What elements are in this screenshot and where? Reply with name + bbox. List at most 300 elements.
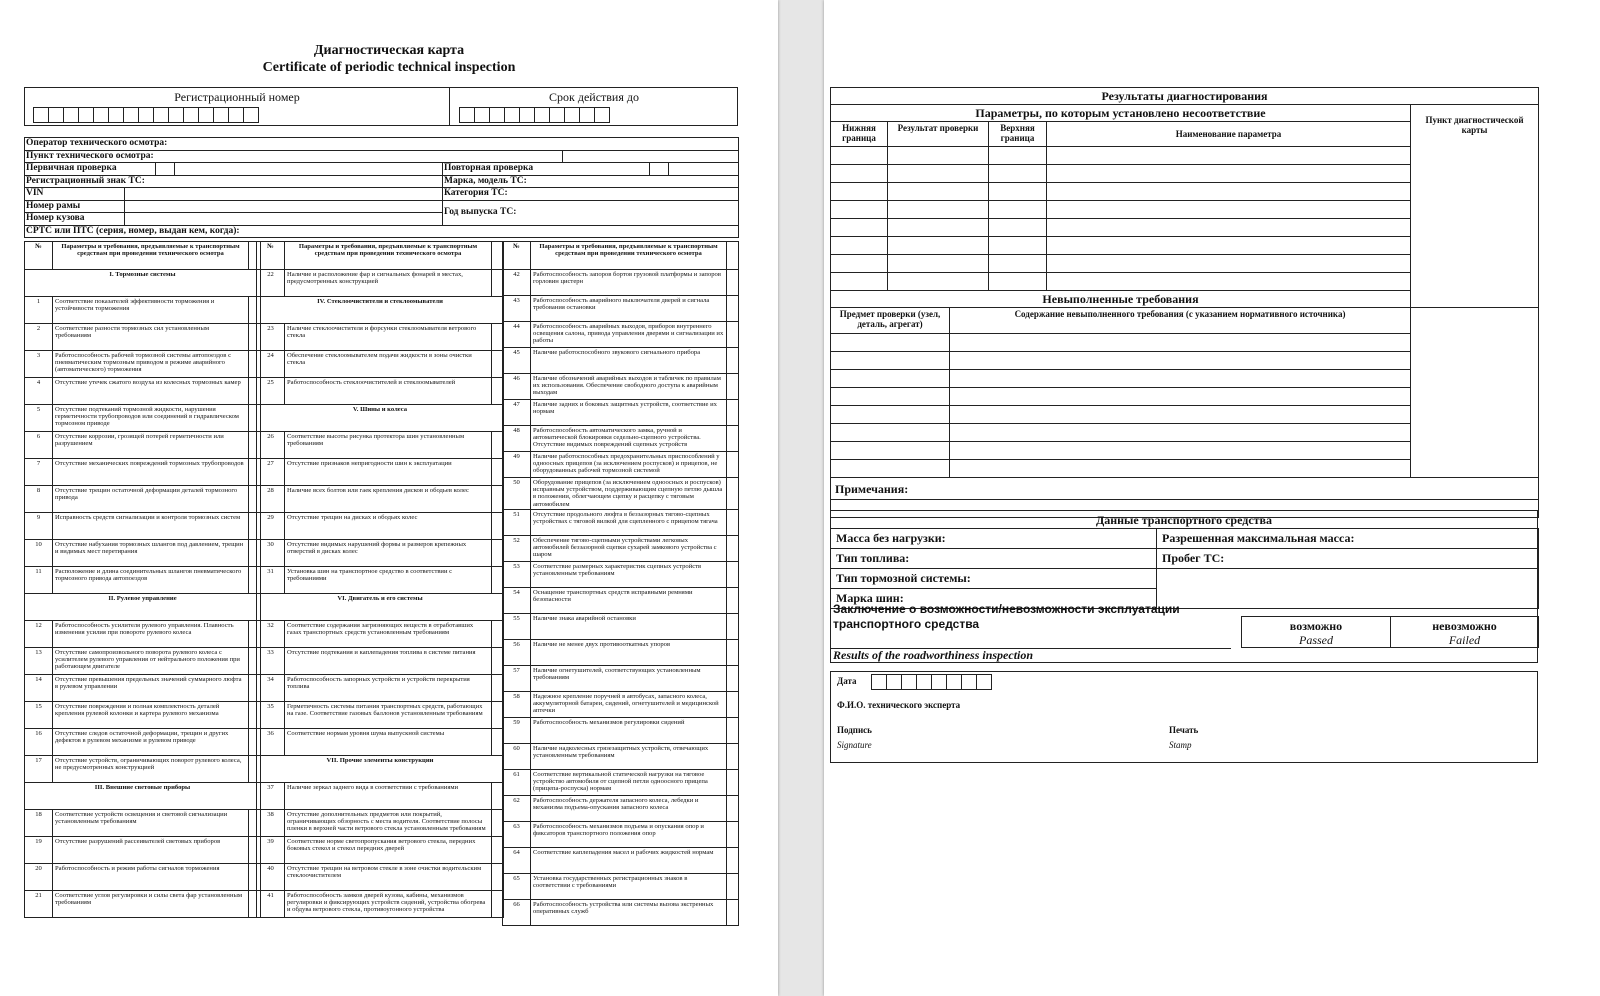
item-text: Наличие работоспособных предохранительных приспособлений у одноосных прицепов (за исключением роспусков) и прицепов, не оборудованных рабочей тормозной системой (531, 452, 727, 478)
item-number: 58 (503, 691, 531, 717)
item-number: 29 (257, 513, 285, 540)
item-number: 17 (25, 756, 53, 783)
section-heading: VI. Двигатель и его системы (257, 594, 504, 621)
point-label: Пункт технического осмотра: (25, 150, 563, 163)
param-row (257, 621, 504, 648)
section-heading: V. Шины и колеса (257, 405, 504, 432)
item-number: 65 (503, 873, 531, 899)
item-text: Работоспособность автоматического замка, ручной и автоматической блокировки седельно-сцепного устройства. Отсутствие видимых повреждений сцепных устройств (531, 426, 727, 452)
param-row (257, 459, 504, 486)
item-number: 41 (257, 891, 285, 918)
item-text: Отсутствие видимых нарушений формы и размеров крепежных отверстий в дисках колес (285, 540, 492, 567)
item-mark-cell[interactable] (727, 509, 739, 535)
item-number: 28 (257, 486, 285, 513)
item-text: Наличие стеклоочистителя и форсунки стеклоомывателя ветрового стекла (285, 324, 492, 351)
item-text: Работоспособность механизмов регулировки сидений (531, 717, 727, 743)
item-number: 10 (25, 540, 53, 567)
item-text: Работоспособность усилителя рулевого управления. Плавность изменения усилия при повороте рулевого колеса (53, 621, 249, 648)
item-number: 34 (257, 675, 285, 702)
item-text: Обеспечение стеклоомывателем подачи жидкости в зоны очистки стекла (285, 351, 492, 378)
item-text: Соответствие показателей эффективности торможения и устойчивости торможения (53, 297, 249, 324)
item-number: 19 (25, 837, 53, 864)
notes-label: Примечания: (831, 478, 1539, 500)
item-number: 56 (503, 639, 531, 665)
section-heading: III. Внешние световые приборы (25, 783, 261, 810)
item-text: Отсутствие повреждения и полная комплектность деталей крепления рулевой колонки и картера рулевого механизма (53, 702, 249, 729)
param-row (25, 891, 261, 918)
item-mark-cell[interactable] (727, 270, 739, 296)
make-model-label: Марка, модель ТС: (443, 175, 739, 188)
failed-en: Failed (1448, 633, 1481, 647)
param-row (503, 769, 739, 795)
item-text: Отсутствие превышения предельных значений суммарного люфта в рулевом управлении (53, 675, 249, 702)
mass-empty-label: Масса без нагрузки: (831, 529, 1157, 549)
param-row (257, 324, 504, 351)
signature-en-label: Signature (837, 740, 872, 750)
section-heading: II. Рулевое управление (25, 594, 261, 621)
item-text: Соответствие углов регулировки и силы света фар установленным требованиям (53, 891, 249, 918)
param-row (257, 675, 504, 702)
item-number: 22 (257, 270, 285, 297)
category-label: Категория ТС: (443, 188, 739, 201)
reg-number-cells[interactable] (33, 107, 258, 123)
passed-ru: возможно (1289, 619, 1343, 633)
item-number: 52 (503, 535, 531, 561)
item-number: 47 (503, 400, 531, 426)
vehicle-data-box (830, 510, 1538, 663)
item-text: Работоспособность аварийных выходов, приборов внутреннего освещения салона, привода управления дверями и сигнализации их работы (531, 322, 727, 348)
param-row (503, 873, 739, 899)
item-text: Работоспособность устройства или системы вызова экстренных оперативных служб (531, 899, 727, 925)
item-text: Отсутствие устройств, ограничивающих поворот рулевого колеса, не предусмотренных конструкцией (53, 756, 249, 783)
param-row (503, 478, 739, 510)
signature-ru-label: Подпись (837, 725, 872, 735)
param-row (257, 540, 504, 567)
param-row (25, 756, 261, 783)
param-row (25, 810, 261, 837)
results-en-label: Results of the roadworthiness inspection (833, 648, 1034, 662)
param-row (503, 426, 739, 452)
passed-en: Passed (1299, 633, 1333, 647)
param-row (257, 810, 504, 837)
item-number: 64 (503, 847, 531, 873)
item-number: 50 (503, 478, 531, 510)
item-mark-cell[interactable] (727, 561, 739, 587)
item-number: 2 (25, 324, 53, 351)
item-number: 30 (257, 540, 285, 567)
item-text: Отсутствие самопроизвольного поворота рулевого колеса с усилителем рулевого управления от нейтрального положения при работающем двигателе (53, 648, 249, 675)
item-text: Работоспособность стеклоочистителей и стеклоомывателей (285, 378, 492, 405)
param-row (503, 665, 739, 691)
item-text: Соответствие вертикальной статической нагрузки на тяговое устройство автомобиля от сцепной петли одноосного прицепа (прицепа-роспуска) нормам (531, 769, 727, 795)
item-mark-cell[interactable] (727, 717, 739, 743)
frame-label: Номер рамы (25, 200, 125, 213)
section-heading: I. Тормозные системы (25, 270, 261, 297)
item-number: 21 (25, 891, 53, 918)
item-number: 6 (25, 432, 53, 459)
item-mark-cell[interactable] (727, 400, 739, 426)
item-mark-cell[interactable] (727, 296, 739, 322)
item-number: 53 (503, 561, 531, 587)
item-text: Отсутствие набухания тормозных шлангов под давлением, трещин и видимых мест перетирания (53, 540, 249, 567)
failed-box[interactable] (1390, 616, 1539, 648)
param-row (503, 613, 739, 639)
param-row (503, 691, 739, 717)
param-row (257, 729, 504, 756)
item-number: 1 (25, 297, 53, 324)
param-row (503, 348, 739, 374)
header-params: Параметры и требования, предъявляемые к транспортным средствам при проведении технического осмотра (53, 242, 249, 270)
repeat-check-label: Повторная проверка (444, 163, 534, 174)
item-number: 15 (25, 702, 53, 729)
param-row (257, 432, 504, 459)
param-row (257, 702, 504, 729)
item-number: 46 (503, 374, 531, 400)
param-row (503, 821, 739, 847)
param-row (503, 899, 739, 925)
header-num: № (25, 242, 53, 270)
col-content: Содержание невыполненного требования (с указанием нормативного источника) (950, 308, 1411, 334)
item-text: Отсутствие трещин на дисках и ободьях колес (285, 513, 492, 540)
item-text: Отсутствие подтеканий тормозной жидкости, нарушения герметичности трубопроводов или соединений в гидравлическом тормозном приводе (53, 405, 249, 432)
param-row (503, 322, 739, 348)
param-row (25, 648, 261, 675)
item-text: Наличие зеркал заднего вида в соответствии с требованиями (285, 783, 492, 810)
item-text: Отсутствие механических повреждений тормозных трубопроводов (53, 459, 249, 486)
item-number: 57 (503, 665, 531, 691)
param-row (25, 513, 261, 540)
item-text: Отсутствие трещин на ветровом стекле в зоне очистки водительским стеклоочистителем (285, 864, 492, 891)
item-number: 14 (25, 675, 53, 702)
item-text: Отсутствие утечек сжатого воздуха из колесных тормозных камер (53, 378, 249, 405)
section-heading: IV. Стеклоочистители и стеклоомыватели (257, 297, 504, 324)
inspection-point-col: Пункт диагностической карты (1411, 105, 1539, 308)
item-text: Соответствие каплепадения масел и рабочих жидкостей нормам (531, 847, 727, 873)
item-number: 38 (257, 810, 285, 837)
item-number: 7 (25, 459, 53, 486)
item-text: Отсутствие признаков непригодности шин к эксплуатации (285, 459, 492, 486)
item-text: Наличие всех болтов или гаек крепления дисков и ободьев колес (285, 486, 492, 513)
srts-label: СРТС или ПТС (серия, номер, выдан кем, когда): (25, 225, 739, 238)
param-row (257, 486, 504, 513)
item-text: Соответствие разности тормозных сил установленным требованиям (53, 324, 249, 351)
param-row (25, 837, 261, 864)
item-mark-cell[interactable] (727, 587, 739, 613)
item-text: Соответствие нормам уровня шума выпускной системы (285, 729, 492, 756)
item-number: 8 (25, 486, 53, 513)
item-text: Наличие работоспособного звукового сигнального прибора (531, 348, 727, 374)
header-params: Параметры и требования, предъявляемые к транспортным средствам при проведении технического осмотра (531, 242, 727, 270)
item-text: Работоспособность механизмов подъема и опускания опор и фиксаторов транспортного положения опор (531, 821, 727, 847)
vehicle-data-title: Данные транспортного средства (1095, 513, 1273, 527)
col-subject: Предмет проверки (узел, деталь, агрегат) (831, 308, 950, 334)
param-row (503, 639, 739, 665)
item-number: 62 (503, 795, 531, 821)
vin-label: VIN (25, 188, 125, 201)
unmet-table (830, 307, 1539, 518)
header-num: № (257, 242, 285, 270)
param-row (25, 864, 261, 891)
item-number: 4 (25, 378, 53, 405)
item-number: 25 (257, 378, 285, 405)
item-mark-cell[interactable] (727, 743, 739, 769)
param-row (257, 837, 504, 864)
param-row (503, 452, 739, 478)
item-number: 60 (503, 743, 531, 769)
item-text: Работоспособность держателя запасного колеса, лебедки и механизма подъема-опускания запасного колеса (531, 795, 727, 821)
right-page (824, 0, 1600, 996)
param-row (503, 535, 739, 561)
item-number: 5 (25, 405, 53, 432)
item-text: Соответствие размерных характеристик сцепных устройств установленным требованиям (531, 561, 727, 587)
unmet-title: Невыполненные требования (831, 291, 1411, 308)
item-text: Отсутствие следов остаточной деформации, трещин и других дефектов в рулевом механизме и рулевом приводе (53, 729, 249, 756)
item-number: 32 (257, 621, 285, 648)
item-number: 13 (25, 648, 53, 675)
item-text: Установка шин на транспортное средство в соответствии с требованиями (285, 567, 492, 594)
param-row (503, 561, 739, 587)
item-mark-cell[interactable] (727, 769, 739, 795)
item-mark-cell[interactable] (727, 821, 739, 847)
params-column-2 (256, 241, 504, 918)
item-text: Работоспособность и режим работы сигналов торможения (53, 864, 249, 891)
item-mark-cell[interactable] (727, 426, 739, 452)
param-row (503, 847, 739, 873)
item-number: 66 (503, 899, 531, 925)
item-number: 3 (25, 351, 53, 378)
param-row (25, 567, 261, 594)
header-params: Параметры и требования, предъявляемые к транспортным средствам при проведении технического осмотра (285, 242, 492, 270)
param-row (25, 459, 261, 486)
item-text: Соответствие норме светопропускания ветрового стекла, передних боковых стекол и стекол передних дверей (285, 837, 492, 864)
item-number: 44 (503, 322, 531, 348)
param-row (257, 783, 504, 810)
col-result: Результат проверки (888, 122, 989, 147)
item-text: Отсутствие подтекания и каплепадения топлива в системе питания (285, 648, 492, 675)
item-number: 33 (257, 648, 285, 675)
item-text: Надежное крепление поручней в автобусах, запасного колеса, аккумуляторной батареи, сидений, огнетушителей и медицинской аптечки (531, 691, 727, 717)
tires-label: Марка шин: (831, 589, 1157, 609)
item-text: Отсутствие коррозии, грозящей потерей герметичности или разрушением (53, 432, 249, 459)
item-text: Наличие и расположение фар и сигнальных фонарей в местах, предусмотренных конструкцией (285, 270, 492, 297)
item-text: Работоспособность запорных устройств и устройств перекрытия топлива (285, 675, 492, 702)
item-mark-cell[interactable] (727, 348, 739, 374)
operator-label: Оператор технического осмотра: (25, 138, 739, 151)
item-number: 63 (503, 821, 531, 847)
col-upper: Верхняя граница (989, 122, 1047, 147)
param-row (503, 587, 739, 613)
item-number: 55 (503, 613, 531, 639)
item-number: 12 (25, 621, 53, 648)
results-table (830, 87, 1539, 308)
valid-until-label: Срок действия до (549, 90, 639, 104)
param-row (503, 717, 739, 743)
item-number: 37 (257, 783, 285, 810)
item-text: Работоспособность рабочей тормозной системы автопоездов с пневматическим тормозным приводом в режиме аварийного (автоматического) торможения (53, 351, 249, 378)
item-text: Исправность средств сигнализации и контроля тормозных систем (53, 513, 249, 540)
item-mark-cell[interactable] (727, 322, 739, 348)
item-text: Работоспособность запоров бортов грузовой платформы и запоров горловин цистерн (531, 270, 727, 296)
params-column-1 (24, 241, 261, 918)
param-row (25, 675, 261, 702)
item-mark-cell[interactable] (727, 691, 739, 717)
brake-label: Тип тормозной системы: (831, 569, 1157, 589)
item-text: Наличие обозначений аварийных выходов и табличек по правилам их использования. Обеспечение свободного доступа к аварийным выходам (531, 374, 727, 400)
param-row (257, 891, 504, 918)
param-row (257, 648, 504, 675)
param-row (25, 486, 261, 513)
item-number: 54 (503, 587, 531, 613)
item-text: Установка государственных регистрационных знаков в соответствии с требованиями (531, 873, 727, 899)
item-number: 26 (257, 432, 285, 459)
param-row (257, 864, 504, 891)
item-mark-cell[interactable] (727, 478, 739, 510)
param-row (257, 513, 504, 540)
item-mark-cell[interactable] (727, 847, 739, 873)
item-number: 59 (503, 717, 531, 743)
item-number: 20 (25, 864, 53, 891)
param-row (257, 567, 504, 594)
item-mark-cell[interactable] (727, 613, 739, 639)
item-text: Отсутствие дополнительных предметов или покрытий, ограничивающих обзорность с места водителя. Соответствие полосы пленки в верхней части ветрового стекла установленным требованиям (285, 810, 492, 837)
item-number: 40 (257, 864, 285, 891)
item-text: Отсутствие разрушений рассеивателей световых приборов (53, 837, 249, 864)
expert-label: Ф.И.О. технического эксперта (837, 700, 961, 710)
item-text: Отсутствие продольного люфта в беззазорных тягово-сцепных устройствах с тяговой вилкой для сцепленного с прицепом тягача (531, 509, 727, 535)
param-row (257, 270, 504, 297)
item-number: 16 (25, 729, 53, 756)
conclusion-label: Заключение о возможности/невозможности эксплуатации транспортного средства (833, 602, 1180, 631)
param-row (25, 621, 261, 648)
param-row (25, 378, 261, 405)
param-row (257, 378, 504, 405)
item-text: Отсутствие трещин остаточной деформации деталей тормозного привода (53, 486, 249, 513)
item-text: Герметичность системы питания транспортных средств, работающих на газе. Соответствие газовых баллонов установленным требованиям (285, 702, 492, 729)
reg-sign-label: Регистрационный знак ТС: (25, 175, 443, 188)
mismatch-title: Параметры, по которым установлено несоответствие (831, 105, 1411, 122)
item-number: 43 (503, 296, 531, 322)
params-column-3 (502, 241, 739, 926)
param-row (25, 405, 261, 432)
header-num: № (503, 242, 531, 270)
mass-max-label: Разрешенная максимальная масса: (1157, 529, 1539, 549)
item-number: 48 (503, 426, 531, 452)
item-text: Расположение и длина соединительных шлангов пневматического тормозного привода автопоездов (53, 567, 249, 594)
item-text: Оснащение транспортных средств исправными ремнями безопасности (531, 587, 727, 613)
param-row (503, 270, 739, 296)
param-row (25, 432, 261, 459)
param-row (25, 351, 261, 378)
item-number: 39 (257, 837, 285, 864)
item-text: Обеспечение тягово-сцепными устройствами легковых автомобилей беззазорной сцепки сухарей замкового устройства с шаром (531, 535, 727, 561)
passed-box[interactable] (1241, 616, 1391, 648)
title-en: Certificate of periodic technical inspection (262, 60, 516, 75)
reg-box (24, 87, 738, 126)
body-label: Номер кузова (25, 213, 125, 226)
item-number: 27 (257, 459, 285, 486)
item-mark-cell[interactable] (727, 873, 739, 899)
item-text: Наличие знака аварийной остановки (531, 613, 727, 639)
primary-check-label: Первичная проверка (26, 163, 117, 174)
item-mark-cell[interactable] (727, 374, 739, 400)
results-title: Результаты диагностирования (831, 88, 1539, 105)
item-text: Наличие задних и боковых защитных устройств, соответствие их нормам (531, 400, 727, 426)
item-number: 18 (25, 810, 53, 837)
col-lower: Нижняя граница (831, 122, 888, 147)
signature-box (830, 671, 1538, 763)
item-mark-cell[interactable] (727, 535, 739, 561)
param-row (503, 374, 739, 400)
param-row (25, 702, 261, 729)
valid-until-cells[interactable] (459, 107, 609, 123)
param-row (503, 743, 739, 769)
fuel-label: Тип топлива: (831, 549, 1157, 569)
mileage-label: Пробег ТС: (1157, 549, 1539, 569)
item-mark-cell[interactable] (727, 899, 739, 925)
param-row (25, 297, 261, 324)
item-number: 49 (503, 452, 531, 478)
date-label: Дата (837, 676, 857, 686)
param-row (503, 400, 739, 426)
param-row (503, 795, 739, 821)
vehicle-data-table (830, 528, 1539, 609)
stamp-en-label: Stamp (1169, 740, 1192, 750)
item-number: 61 (503, 769, 531, 795)
section-heading: VII. Прочие элементы конструкции (257, 756, 504, 783)
item-number: 23 (257, 324, 285, 351)
item-text: Работоспособность замков дверей кузова, кабины, механизмов регулировки и фиксирующих устройств сидений, устройства обогрева и обдува ветрового стекла, противоугонного устройства (285, 891, 492, 918)
item-mark-cell[interactable] (727, 665, 739, 691)
param-row (25, 729, 261, 756)
item-mark-cell[interactable] (727, 795, 739, 821)
col-param-name: Наименование параметра (1047, 122, 1411, 147)
item-text: Наличие не менее двух противооткатных упоров (531, 639, 727, 665)
item-text: Наличие надколесных грязезащитных устройств, отвечающих установленным требованиям (531, 743, 727, 769)
param-row (503, 296, 739, 322)
item-number: 24 (257, 351, 285, 378)
item-text: Оборудование прицепов (за исключением одноосных и роспусков) исправным устройством, поддерживающим сцепную петлю дышла в положении, облегчающем сцепку и расцепку с тяговым автомобилем (531, 478, 727, 510)
item-text: Соответствие высоты рисунка протектора шин установленным требованиям (285, 432, 492, 459)
repeat-check-checkbox[interactable] (649, 163, 669, 176)
item-number: 35 (257, 702, 285, 729)
param-row (257, 351, 504, 378)
reg-number-label: Регистрационный номер (174, 90, 300, 104)
item-number: 31 (257, 567, 285, 594)
param-row (25, 324, 261, 351)
item-number: 51 (503, 509, 531, 535)
year-label: Год выпуска ТС: (443, 200, 739, 225)
primary-check-checkbox[interactable] (155, 163, 175, 176)
item-number: 36 (257, 729, 285, 756)
param-row (25, 540, 261, 567)
item-text: Наличие огнетушителей, соответствующих установленным требованиям (531, 665, 727, 691)
date-cells[interactable] (871, 674, 991, 690)
item-number: 45 (503, 348, 531, 374)
item-text: Соответствие устройств освещения и световой сигнализации установленным требованиям (53, 810, 249, 837)
item-mark-cell[interactable] (727, 452, 739, 478)
param-row (503, 509, 739, 535)
left-page (0, 0, 778, 996)
title-ru: Диагностическая карта (313, 43, 465, 58)
failed-ru: невозможно (1432, 619, 1497, 633)
item-number: 11 (25, 567, 53, 594)
vehicle-info-table (24, 137, 739, 238)
item-mark-cell[interactable] (727, 639, 739, 665)
stamp-ru-label: Печать (1169, 725, 1199, 735)
item-number: 42 (503, 270, 531, 296)
item-number: 9 (25, 513, 53, 540)
item-text: Работоспособность аварийного выключателя дверей и сигнала требования остановки (531, 296, 727, 322)
